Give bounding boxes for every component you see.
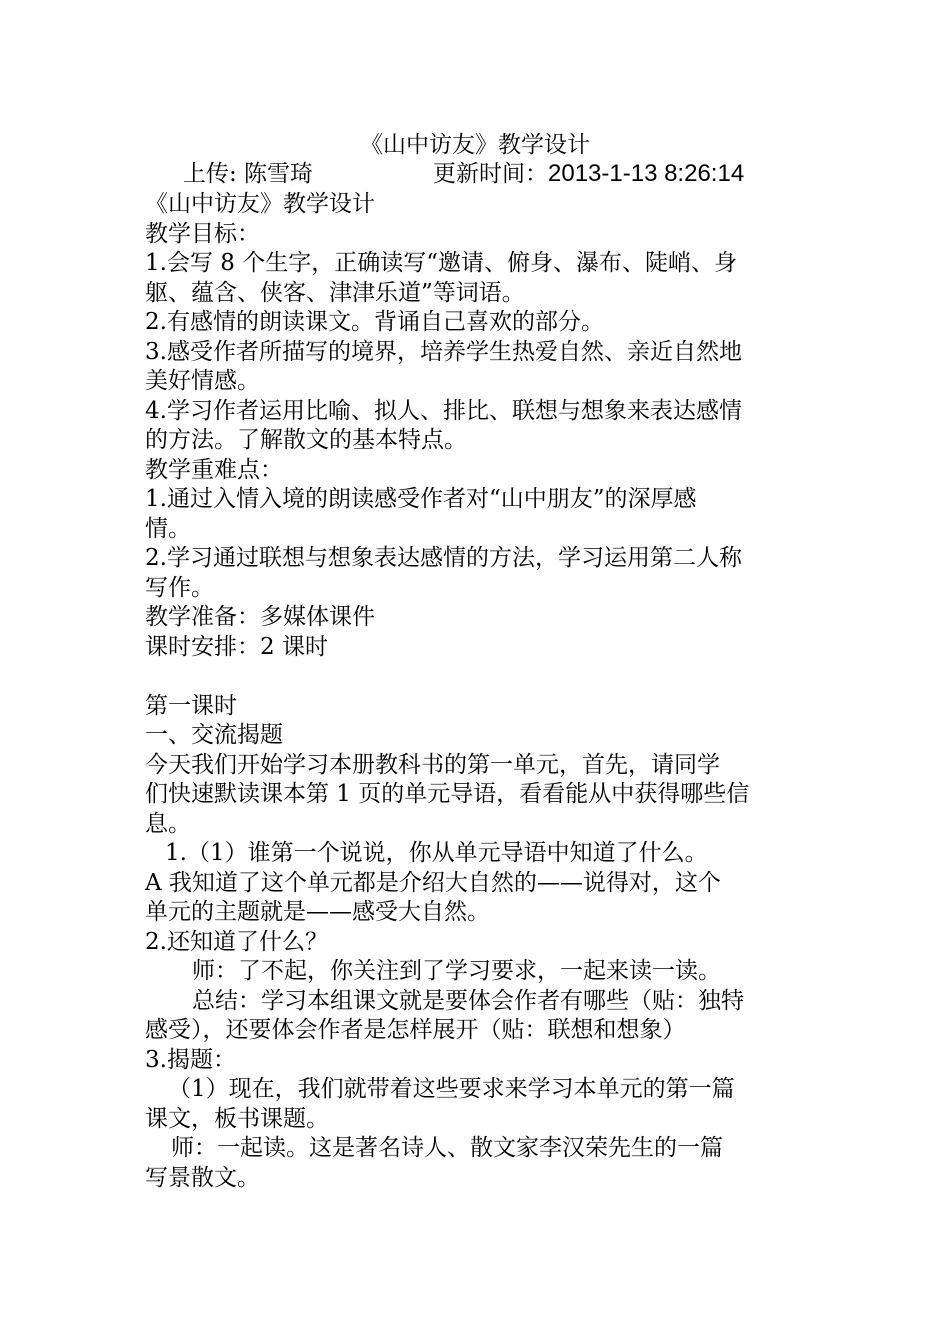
body-line: 的方法。了解散文的基本特点。 [145,427,467,453]
body-line: 2.学习通过联想与想象表达感情的方法，学习运用第二人称 [145,545,742,571]
document-title: 《山中访友》教学设计 [360,132,590,158]
body-line: 写作。 [145,574,214,601]
body-line: 1.会写 8 个生字，正确读写“邀请、俯身、瀑布、陡峭、身 [145,250,737,276]
body-line: 课文，板书课题。 [145,1105,329,1132]
updated-value: 2013-1-13 8:26:14 [548,160,745,187]
body-line: 们快速默读课本第 1 页的单元导语，看看能从中获得哪些信 [145,781,750,807]
body-line: 教学重难点： [145,456,283,483]
updated-time [433,159,744,189]
document-meta [183,159,745,189]
body-line: 课时安排：2 课时 [145,633,328,660]
body-line: 感受），还要体会作者是怎样展开（贴：联想和想象） [145,1017,686,1043]
updated-label: 更新时间： [433,161,548,187]
body-line: 总结：学习本组课文就是要体会作者有哪些（贴：独特 [192,987,744,1014]
body-line: 躯、蕴含、侠客、津津乐道”等词语。 [145,279,525,306]
body-line: 3.揭题： [145,1046,236,1073]
uploader-label: 上传: 陈雪琦 [183,161,314,187]
body-line: 2.有感情的朗读课文。背诵自己喜欢的部分。 [145,309,604,335]
body-line: 《山中访友》教学设计 [145,191,375,217]
body-line: 4.学习作者运用比喻、拟人、排比、联想与想象来表达感情 [145,397,742,424]
body-line: 2.还知道了什么？ [145,928,328,955]
document-body [145,190,810,1193]
body-line: 单元的主题就是——感受大自然。 [145,899,490,925]
body-line: 1.通过入情入境的朗读感受作者对“山中朋友”的深厚感 [145,486,697,512]
body-line: 3.感受作者所描写的境界，培养学生热爱自然、亲近自然地 [145,338,742,365]
body-line: 师：了不起，你关注到了学习要求，一起来读一读。 [192,958,721,984]
body-line: 教学目标： [145,220,260,247]
body-line: 师：一起读。这是著名诗人、散文家李汉荣先生的一篇 [171,1135,723,1161]
body-line: 美好情感。 [145,368,260,394]
body-line: A 我知道了这个单元都是介绍大自然的——说得对，这个 [145,869,721,896]
body-line: 今天我们开始学习本册教科书的第一单元，首先，请同学 [145,751,720,778]
body-line: 一、交流揭题 [145,722,283,748]
body-line: 情。 [145,515,191,542]
body-line: 第一课时 [145,692,237,719]
body-line: 写景散文。 [145,1164,260,1191]
blank-line [145,662,810,692]
body-line: （1）现在，我们就带着这些要求来学习本单元的第一篇 [168,1076,735,1102]
body-line: 1.（1）谁第一个说说，你从单元导语中知道了什么。 [165,840,708,866]
body-line: 教学准备：多媒体课件 [145,604,375,630]
body-line: 息。 [145,810,191,837]
